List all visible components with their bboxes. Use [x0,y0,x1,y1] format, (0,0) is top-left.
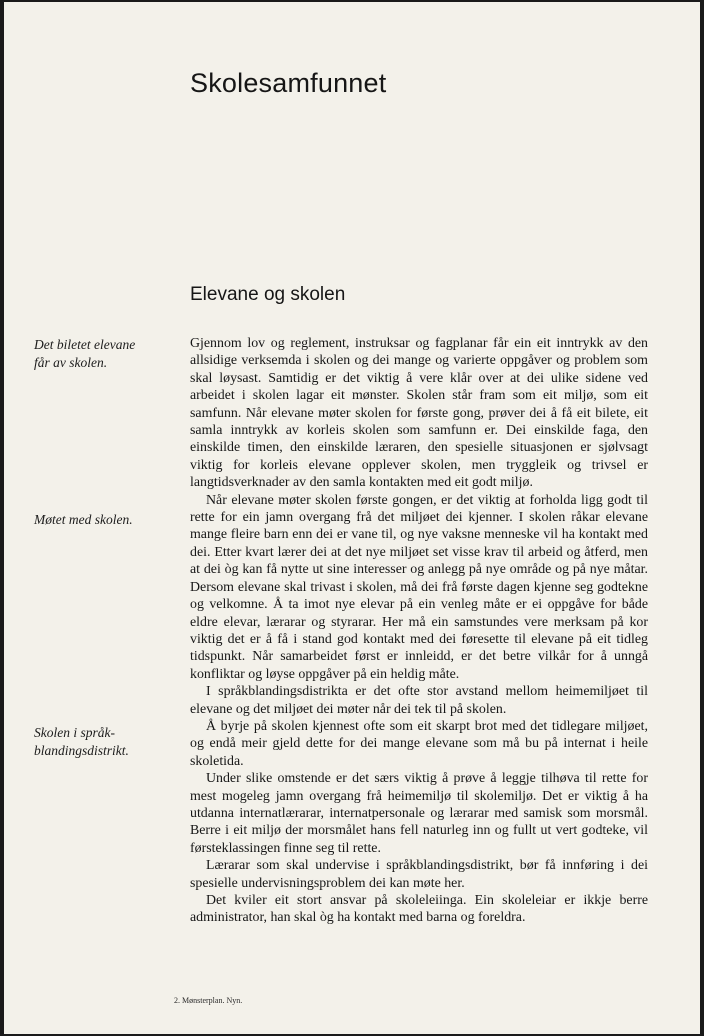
margin-note-line: får av skolen. [34,355,108,370]
margin-note-language-district [34,724,174,760]
paragraph: Det kviler eit stort ansvar på skoleleiinga. Ein skoleleiar er ikkje berre administrator, han skal òg ha kontakt med barna og foreldra. [190,893,648,926]
paragraph: Under slike omstende er det særs viktig å prøve å leggje tilhøva til rette for mest mogeleg jamn overgang frå heimemiljø til skolemiljø. Det er viktig å ha utdanna internatlærarar, internatpersonale og lærarar med samisk som morsmål. Berre i eit miljø der morsmålet hans fell naturleg inn og fullt ut vert godteke, vil førsteklassingen finne seg til rette. [190,771,648,856]
paragraph: I språkblandingsdistrikta er det ofte stor avstand mellom heimemiljøet til elevane og det miljøet dei møter når dei tek til på skolen. [190,684,648,717]
chapter-title: Skolesamfunnet [190,68,387,98]
document-page [4,2,700,1034]
margin-note-line: Møtet med skolen. [34,512,133,527]
margin-note-line: Skolen i språk- [34,725,115,740]
printer-signature: 2. Mønsterplan. Nyn. [174,996,243,1005]
margin-note-picture [34,336,174,372]
margin-note-meeting [34,511,174,529]
paragraph: Gjennom lov og reglement, instruksar og fagplanar får ein eit inntrykk av den allsidige verksemda i skolen og dei mange og varierte oppgåver og problem som skal løysast. Samtidig er det viktig å vere klår over at dei ulike sidene ved arbeidet i skolen lagar eit mønster. Skolen står fram som eit miljø, som eit samfunn. Når elevane møter skolen for første gong, prøver dei å få eit bilete, eit samla inntrykk av korleis skolen som samfunn er. Dei einskilde faga, den einskilde timen, den einskilde læraren, den spesielle situasjonen er sjølvsagt viktig for korleis elevane opplever skolen, men tryggleik og trivsel er langtidsverknader av den samla kontakten med eit godt miljø. [190,336,648,491]
margin-note-line: blandingsdistrikt. [34,743,129,758]
section-title: Elevane og skolen [190,284,346,305]
margin-note-line: Det biletet elevane [34,337,136,352]
paragraph: Når elevane møter skolen første gongen, er det viktig at forholda ligg godt til rette for ein jamn overgang frå det miljøet dei kjenner. I skolen råkar elevane mange fleire barn enn dei er vane til, og nye vaksne menneske vil ha kontakt med dei. Etter kvart lærer dei at det nye miljøet set visse krav til arbeid og åtferd, men at dei òg kan få nytte ut sine interesser og anlegg på nye område og på nye måtar. Dersom elevane skal trivast i skolen, må dei frå første dagen kjenne seg godtekne og velkomne. Å ta imot nye elevar på ein venleg måte er ei oppgåve for både eldre elevar, lærarar og styrarar. Her må ein samstundes vere merksam på kor viktig det er å få i stand god kontakt med dei føresette til elevane på eit tidleg tidspunkt. Når samarbeidet først er innleidd, er det betre vilkår for å unngå konfliktar og løyse oppgåver på ein heldig måte. [190,492,648,682]
paragraph: Å byrje på skolen kjennest ofte som eit skarpt brot med det tidlegare miljøet, og endå meir gjeld dette for dei mange elevane som må bu på internat i heile skoletida. [190,718,648,769]
body-text [190,335,648,927]
paragraph: Lærarar som skal undervise i språkblandingsdistrikt, bør få innføring i dei spesielle undervisningsproblem dei kan møte her. [190,858,648,891]
